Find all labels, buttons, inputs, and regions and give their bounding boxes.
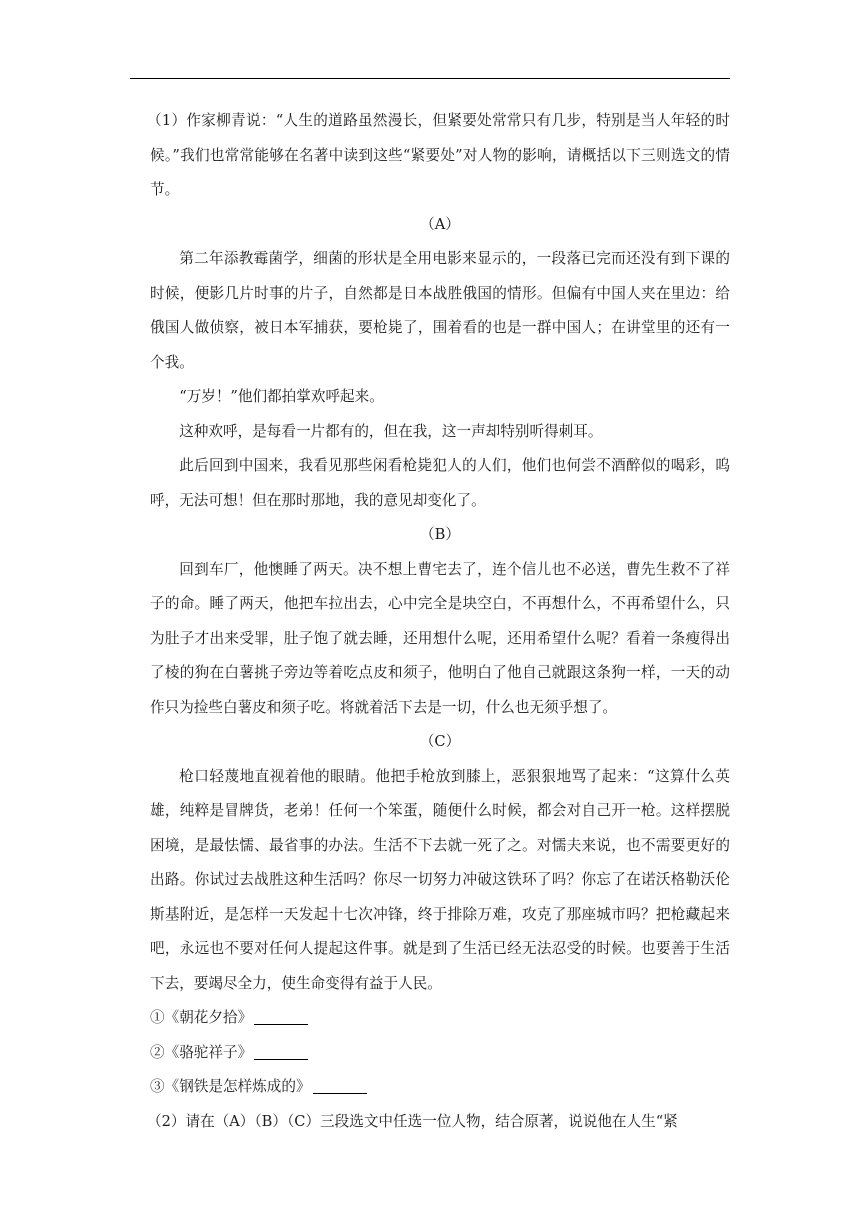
answer-marker: ② xyxy=(150,1043,165,1061)
answer-book-title: 《钢铁是怎样炼成的》 xyxy=(164,1078,311,1095)
section-a-label: （A） xyxy=(420,215,460,233)
answer-line-2 xyxy=(150,1036,730,1071)
section-c-label: （C） xyxy=(419,733,461,750)
answer-marker: ① xyxy=(150,1009,165,1026)
answer-line-1 xyxy=(150,1001,730,1036)
section-a-paragraph-2: “万岁！”他们都拍掌欢呼起来。 xyxy=(179,388,384,405)
answer-book-title: 《骆驼祥子》 xyxy=(164,1043,253,1061)
answer-marker: ③ xyxy=(150,1078,165,1095)
answer-blank-2[interactable] xyxy=(254,1043,308,1060)
question-2-text: （2）请在（A）（B）（C）三段选文中任选一位人物，结合原著，说说他在人生“紧 xyxy=(147,1112,678,1130)
section-c-paragraph-1: 枪口轻蔑地直视着他的眼睛。他把手枪放到膝上，恶狠狠地骂了起来：“这算什么英雄，纯粹是冒牌货，老弟！任何一个笨蛋，随便什么时候，都会对自己开一枪。这样摆脱困境，是最怯懦、最省事的办法。生活不下去就一死了之。对懦夫来说，也不需要更好的出路。你试过去战胜这种生活吗？你尽一切努力冲破这铁环了吗？你忘了在诺沃格勒沃伦斯基附近，是怎样一天发起十七次冲锋，终于排除万难，攻克了那座城市吗？把枪藏起来吧，永远也不要对任何人提起这件事。就是到了生活已经无法忍受的时候。也要善于生活下去，要竭尽全力，使生命变得有益于人民。 xyxy=(150,767,730,992)
answer-book-title: 《朝花夕拾》 xyxy=(164,1009,253,1026)
answer-blank-3[interactable] xyxy=(313,1077,367,1094)
section-a-paragraph-4: 此后回到中国来，我看见那些闲看枪毙犯人的人们，他们也何尝不酒醉似的喝彩，呜呼，无法可想！但在那时那地，我的意见却变化了。 xyxy=(150,457,730,509)
answer-blank-1[interactable] xyxy=(254,1008,308,1025)
section-b-label: （B） xyxy=(420,526,460,543)
section-a-paragraph-1: 第二年添教霉菌学，细菌的形状是全用电影来显示的，一段落已完而还没有到下课的时候，便影几片时事的片子，自然都是日本战胜俄国的情形。但偏有中国人夹在里边：给俄国人做侦察，被日本军捕获，要枪毙了，围着看的也是一群中国人；在讲堂里的还有一个我。 xyxy=(150,250,730,371)
question-content xyxy=(147,104,730,1139)
header-rule xyxy=(130,78,730,79)
question-1-intro: （1）作家柳青说：“人生的道路虽然漫长，但紧要处常常只有几步，特别是当人年轻的时候。”我们也常常能够在名著中读到这些“紧要处”对人物的影响，请概括以下三则选文的情节。 xyxy=(147,112,730,198)
section-a-paragraph-3: 这种欢呼，是每看一片都有的，但在我，这一声却特别听得刺耳。 xyxy=(179,422,603,440)
section-b-paragraph-1: 回到车厂，他懊睡了两天。决不想上曹宅去了，连个信儿也不必送，曹先生救不了祥子的命。睡了两天，他把车拉出去，心中完全是块空白，不再想什么，不再希望什么，只为肚子才出来受罪，肚子饱了就去睡，还用想什么呢，还用希望什么呢？看着一条瘦得出了棱的狗在白薯挑子旁边等着吃点皮和须子，他明白了他自己就跟这条狗一样，一天的动作只为捡些白薯皮和须子吃。将就着活下去是一切，什么也无须乎想了。 xyxy=(150,560,730,716)
answer-line-3 xyxy=(150,1070,730,1105)
